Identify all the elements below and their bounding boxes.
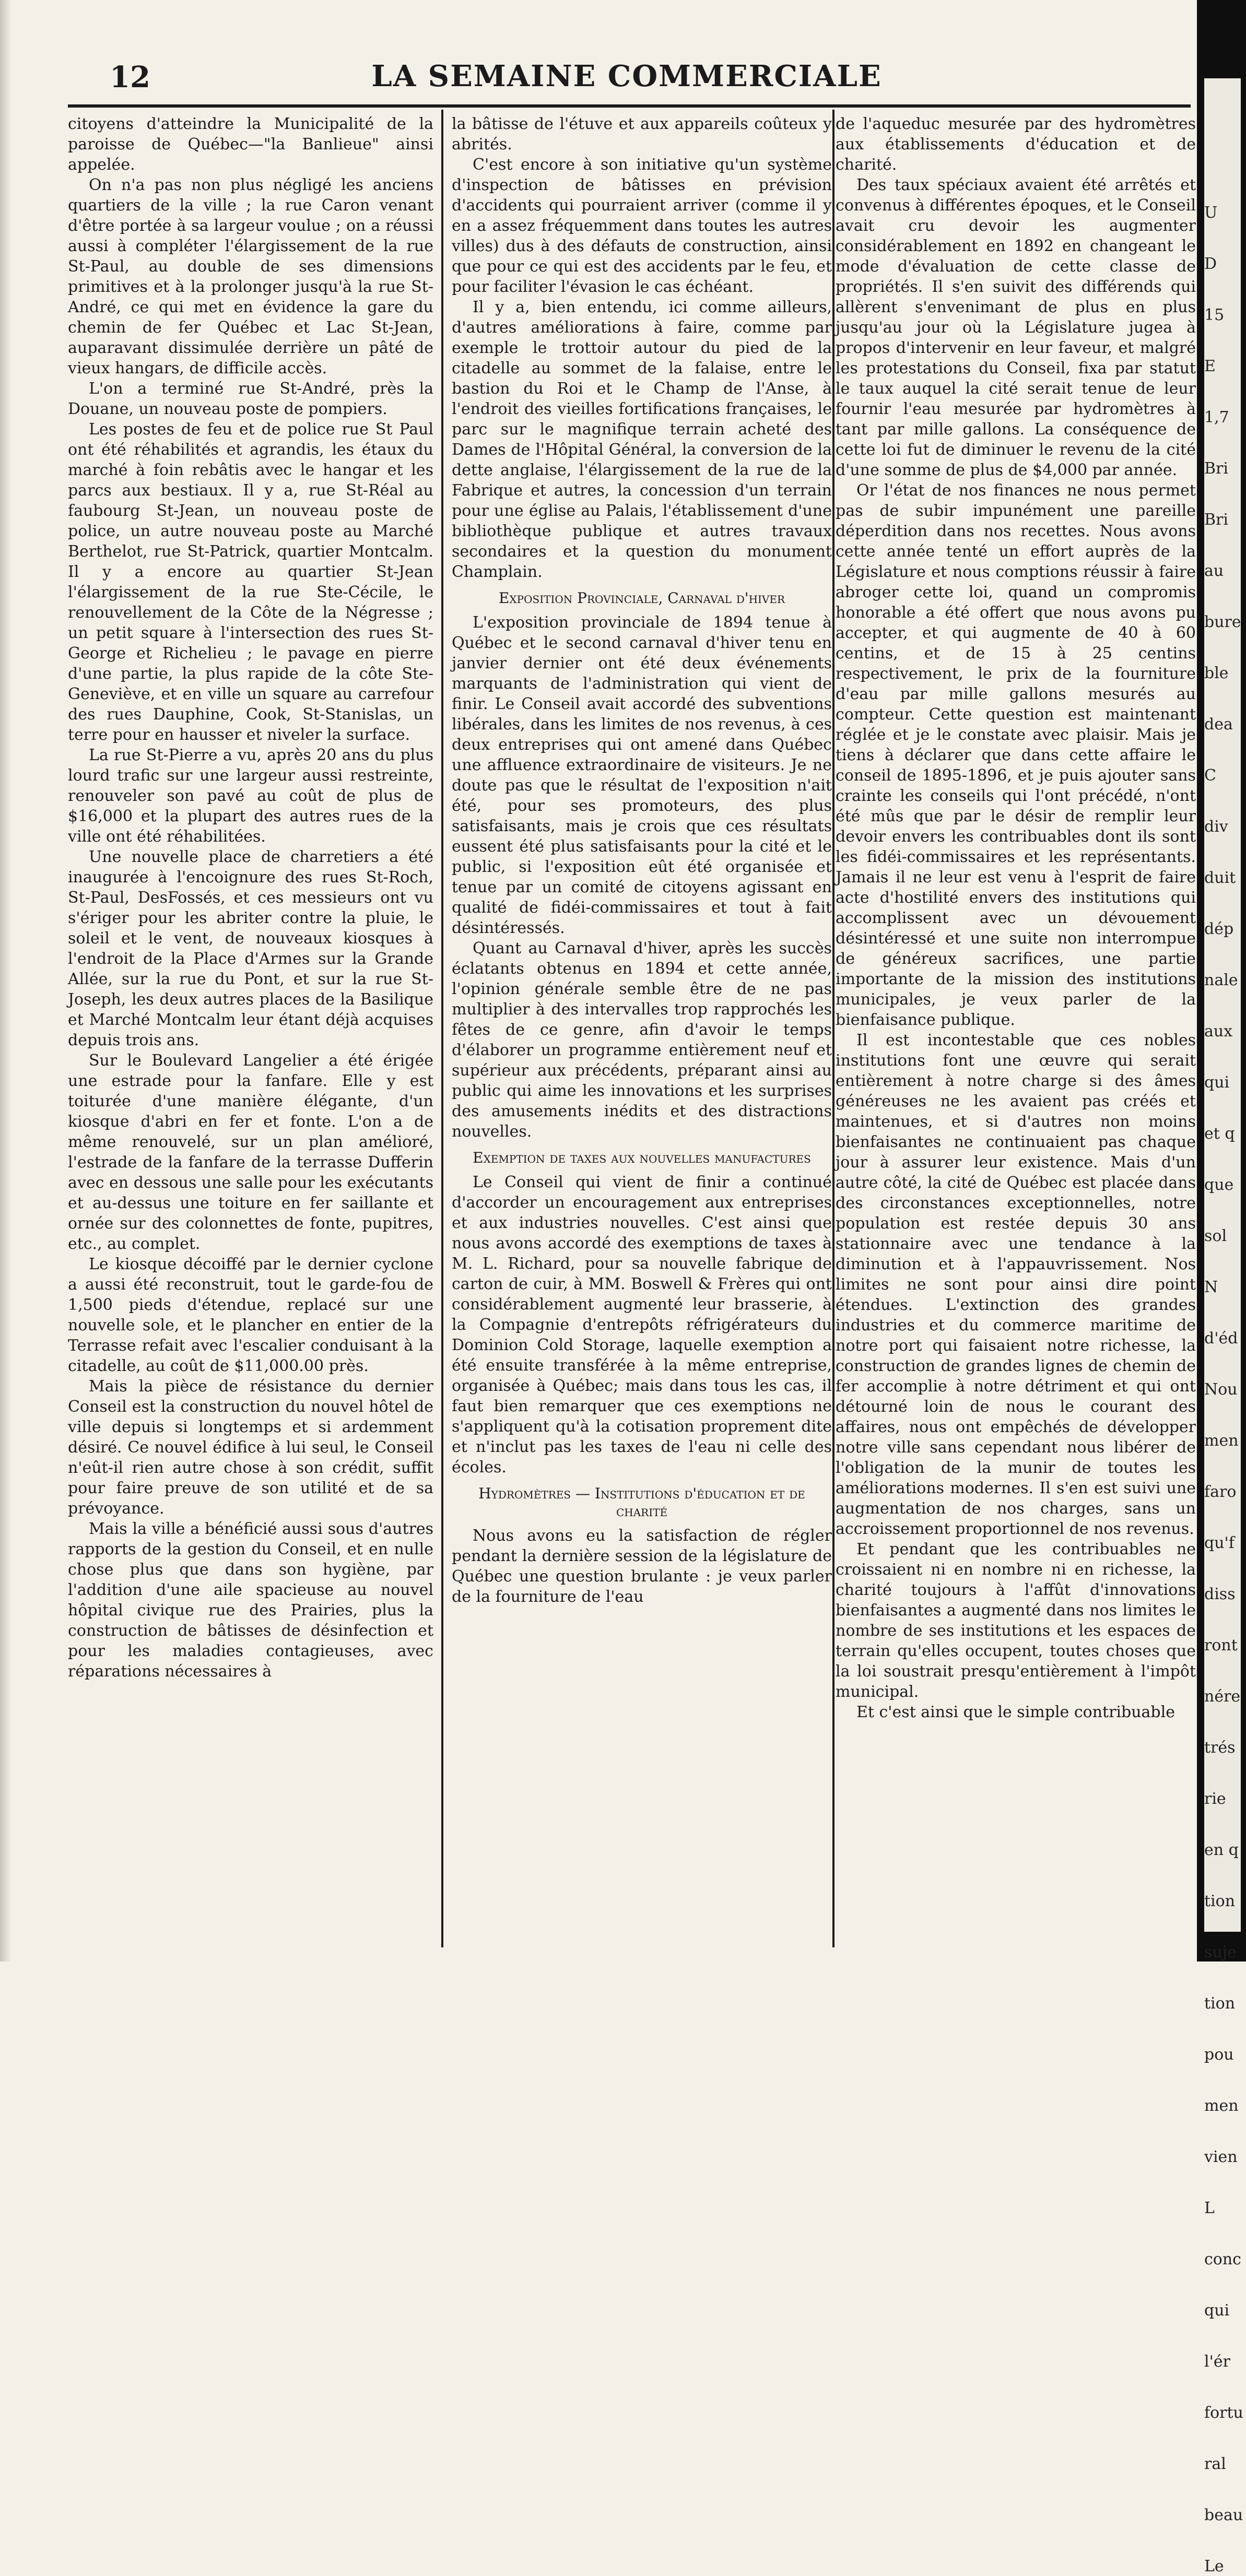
article-paragraph: L'on a terminé rue St-André, près la Douane, un nouveau poste de pompiers. xyxy=(68,380,433,418)
adjacent-page-fragment: l'ér xyxy=(1204,2353,1230,2371)
article-paragraph: Quant au Carnaval d'hiver, après les succès éclatants obtenus en 1894 et cette année, l'opinion générale semble être de ne pas multiplier à des intervalles trop rapprochés les fêtes de ce genre, afin d'avoir le temps d'élaborer un programme entièrement neuf et supérieur aux précédents, préparant ainsi au public qui aime les innovations et les surprises des amusements inédits et des distractions nouvelles. xyxy=(452,939,832,1141)
article-paragraph: Mais la pièce de résistance du dernier Conseil est la construction du nouvel hôtel de ville depuis si longtemps et si ardemment désiré. Ce nouvel édifice à lui seul, le Conseil n'eût-il rien autre chose à son crédit, suffit pour faire preuve de son utilité et de sa prévoyance. xyxy=(68,1377,433,1518)
adjacent-page-fragment: C xyxy=(1204,766,1216,785)
adjacent-page-fragment: D xyxy=(1204,255,1217,273)
article-paragraph: Il y a, bien entendu, ici comme ailleurs, d'autres améliorations à faire, comme par exemple le trottoir autour du pied de la citadelle au sommet de la falaise, entre le bastion du Roi et le Champ de l'Anse, à l'endroit des vieilles fortifications françaises, le parc sur le magnifique terrain acheté des Dames de l'Hôpital Général, la conversion de la dette anglaise, l'élargissement de la rue de la Fabrique et autres, la concession d'un terrain pour une église au Palais, l'établissement d'une bibliothèque publique et autres travaux secondaires et la question du monument Champlain. xyxy=(452,298,832,581)
adjacent-page-fragment: dép xyxy=(1204,920,1234,938)
article-paragraph: Et c'est ainsi que le simple contribuable xyxy=(856,1703,1175,1721)
adjacent-page-fragment: et q xyxy=(1204,1125,1235,1143)
adjacent-page-fragment: conc xyxy=(1204,2250,1241,2268)
adjacent-page-fragment: div xyxy=(1204,818,1228,836)
adjacent-page-fragment: U xyxy=(1204,204,1218,222)
adjacent-page-fragment: E xyxy=(1204,357,1216,375)
adjacent-page-fragment: qu'f xyxy=(1204,1534,1235,1552)
section-heading: Exposition Provinciale, Carnaval d'hiver xyxy=(498,589,785,607)
adjacent-page-fragment: bure xyxy=(1204,613,1241,631)
header-rule xyxy=(68,104,1191,108)
adjacent-page-fragment: d'éd xyxy=(1204,1329,1238,1348)
adjacent-page-fragment: vien xyxy=(1204,2148,1238,2166)
adjacent-page-fragment: ront xyxy=(1204,1636,1238,1655)
article-paragraph: de l'aqueduc mesurée par des hydromètres aux établissements d'éducation et de charité. xyxy=(836,115,1196,174)
adjacent-page-fragment: tion xyxy=(1204,1994,1236,2013)
article-paragraph: Et pendant que les contribuables ne croissaient ni en nombre ni en richesse, la charité toujours à l'affût d'innovations bienfaisantes a augmenté dans nos limites le nombre de ses institutions et les espaces de terrain qu'elles occupent, toutes choses que la loi soustrait presqu'entièrement à l'impôt municipal. xyxy=(836,1540,1196,1701)
adjacent-page-edge xyxy=(1197,0,1246,2575)
adjacent-page-fragment: en q xyxy=(1204,1841,1239,1859)
adjacent-page-fragment: qui xyxy=(1204,1073,1230,1092)
article-paragraph: Une nouvelle place de charretiers a été inaugurée à l'encoignure des rues St-Roch, St-Paul, DesFossés, et ces messieurs ont vu s'ériger pour les abriter contre la pluie, le soleil et le vent, de nouveaux kiosques à l'endroit de la Place d'Armes sur la Grande Allée, sur la rue du Pont, et sur la rue St-Joseph, les deux autres places de la Basilique et Marché Montcalm leur étant déjà acquises depuis trois ans. xyxy=(68,848,433,1049)
adjacent-page-fragment: qui xyxy=(1204,2301,1230,2320)
article-paragraph: L'exposition provinciale de 1894 tenue à Québec et le second carnaval d'hiver tenu en janvier dernier ont été deux événements marquants de l'administration qui vient de finir. Le Conseil avait accordé des subventions libérales, dans les limites de nos revenus, à ces deux entreprises qui ont amené dans Québec une affluence extraordinaire de visiteurs. Je ne doute pas que le résultat de l'exposition n'ait été, pour ses promoteurs, des plus satisfaisants, mais je crois que ces résultats eussent été plus satisfaisants pour la cité et le public, si l'exposition eût été organisée et tenue par un comité de citoyens agissant en qualité de fidéi-commissaires et tout à fait désintéressés. xyxy=(452,613,832,937)
adjacent-page-fragment: Le xyxy=(1204,2557,1224,2575)
adjacent-page-fragment: rie xyxy=(1204,1790,1226,1808)
adjacent-page-fragment: dea xyxy=(1204,715,1233,734)
article-paragraph: Sur le Boulevard Langelier a été érigée une estrade pour la fanfare. Elle y est toiturée d'une manière élégante, d'un kiosque d'abri en fer et fonte. L'on a de même renouvelé, sur un plan amélioré, l'estrade de la fanfare de la terrasse Dufferin avec en dessous une salle pour les exécutants et au-dessus une toiture en fer saillante et ornée sur des colonnettes de fonte, pupitres, etc., au complet. xyxy=(68,1051,433,1253)
article-paragraph: Il est incontestable que ces nobles institutions font une œuvre qui serait entièrement à notre charge si des âmes généreuses ne les avaient pas créés et maintenues, et si d'autres non moins bienfaisantes ne continuaient pas chaque jour à assurer leur existence. Mais d'un autre côté, la cité de Québec est placée dans des circonstances exceptionnelles, notre population est restée depuis 30 ans stationnaire avec une tendance à la diminution et à l'appauvrissement. Nos limites ne sont pour ainsi dire point étendues. L'extinction des grandes industries et du commerce maritime de notre port qui faisaient notre richesse, la construction de grandes lignes de chemin de fer accomplie à notre détriment et qui ont détourné loin de nous le courant des affaires, nous ont empêchés de développer notre ville sans cependant nous libérer de l'obligation de la munir de toutes les améliorations modernes. Il s'en est suivi une augmentation de nos charges, sans un accroissement proportionnel de nos revenus. xyxy=(836,1031,1196,1538)
adjacent-page-fragment: ble xyxy=(1204,664,1229,682)
adjacent-page-fragment: N xyxy=(1204,1278,1218,1296)
page-gutter-shadow xyxy=(0,0,11,1961)
adjacent-page-fragment: aux xyxy=(1204,1022,1233,1041)
article-paragraph: Le Conseil qui vient de finir a continué d'accorder un encouragement aux entreprises et aux industries nouvelles. C'est ainsi que nous avons accordé des exemptions de taxes à M. L. Richard, pour sa nouvelle fabrique de carton de cuir, à MM. Boswell & Frères qui ont considérablement augmenté leur brasserie, à la Compagnie d'entrepôts réfrigérateurs du Dominion Cold Storage, laquelle exemption a été ensuite transférée à la même entreprise, organisée à Québec; mais dans tous les cas, il faut bien remarquer que ces exemptions ne s'appliquent qu'à la cotisation proprement dite et n'inclut pas les taxes de l'eau ni celle des écoles. xyxy=(452,1173,832,1476)
section-heading: Exemption de taxes aux nouvelles manufactures xyxy=(473,1149,811,1166)
column-divider xyxy=(832,110,834,1947)
adjacent-page-fragment: trés xyxy=(1204,1739,1236,1757)
article-paragraph: citoyens d'atteindre la Municipalité de la paroisse de Québec—"la Banlieue" ainsi appelée. xyxy=(68,115,433,174)
adjacent-page-panel xyxy=(1204,78,1243,2575)
article-paragraph: Les postes de feu et de police rue St Paul ont été réhabilités et agrandis, les étaux du marché à foin rebâtis avec le hangar et les parcs aux bestiaux. Il y a, rue St-Réal au faubourg St-Jean, un nouveau poste de police, un autre nouveau poste au Marché Berthelot, rue St-Patrick, quartier Montcalm. Il y a encore au quartier St-Jean l'élargissement de la rue Ste-Cécile, le renouvellement de la Côte de la Négresse ; un petit square à l'intersection des rues St-George et Richelieu ; le pavage en pierre d'une partie, la plus rapide de la côte Ste-Geneviève, et en ville un square au carrefour des rues Dauphine, Cook, St-Stanislas, un terre pour en hausser et niveler la surface. xyxy=(68,420,433,744)
article-paragraph: Des taux spéciaux avaient été arrêtés et convenus à différentes époques, et le Conseil avait cru devoir les augmenter considérablement en 1892 en changeant le mode d'évaluation de cette classe de propriétés. Il s'en suivit des différends qui allèrent s'envenimant de plus en plus jusqu'au jour où la Législature jugea à propos d'intervenir en leur faveur, et malgré les protestations du Conseil, fixa par statut le taux auquel la cité serait tenue de leur fournir l'eau mesurée par hydromètres à tant par mille gallons. La conséquence de cette loi fut de diminuer le revenu de la cité d'une somme de plus de $4,000 par année. xyxy=(836,176,1196,479)
adjacent-page-fragment: suje xyxy=(1204,1943,1237,1961)
adjacent-page-fragment: men xyxy=(1204,1432,1239,1450)
article-paragraph: Le kiosque décoiffé par le dernier cyclone a aussi été reconstruit, tout le garde-fou de 1,500 pieds d'étendue, replacé sur une nouvelle sole, et le plancher en entier de la Terrasse refait avec l'escalier conduisant à la citadelle, au coût de $11,000.00 près. xyxy=(68,1255,433,1375)
article-paragraph: La rue St-Pierre a vu, après 20 ans du plus lourd trafic sur une largeur aussi restreinte, renouveler son pavé au coût de plus de $16,000 et la plupart des autres rues de la ville ont été réhabilitées. xyxy=(68,746,433,846)
adjacent-page-fragment: tion xyxy=(1204,1892,1236,1910)
page-header xyxy=(68,55,1185,94)
article-paragraph: C'est encore à son initiative qu'un système d'inspection de bâtisses en prévision d'accidents qui pourraient arriver (comme il y en a assez fréquemment dans toutes les autres villes) dus à des défauts de construction, ainsi que pour ce qui est des accidents par le feu, et pour faciliter l'évasion le cas échéant. xyxy=(452,156,832,296)
adjacent-page-fragment: beau xyxy=(1204,2506,1243,2524)
page-number: 12 xyxy=(110,60,150,94)
adjacent-page-fragment: pou xyxy=(1204,2046,1234,2064)
adjacent-page-fragment: Nou xyxy=(1204,1380,1238,1399)
column-divider xyxy=(441,110,443,1947)
article-paragraph: Nous avons eu la satisfaction de régler pendant la dernière session de la législature de Québec une question brulante : je veux parler de la fourniture de l'eau xyxy=(452,1527,832,1606)
adjacent-page-fragment: faro xyxy=(1204,1483,1237,1501)
adjacent-page-fragment: 1,7 xyxy=(1204,408,1229,427)
column-1 xyxy=(68,114,433,1941)
adjacent-page-fragment: Bri xyxy=(1204,511,1228,529)
adjacent-page-fragment: sol xyxy=(1204,1227,1227,1245)
masthead-title: LA SEMAINE COMMERCIALE xyxy=(371,59,882,93)
adjacent-page-fragment: nale xyxy=(1204,971,1238,989)
section-heading: Hydromètres — Institutions d'éducation et de charité xyxy=(478,1485,805,1520)
adjacent-page-fragment: 15 xyxy=(1204,306,1225,324)
article-paragraph: Mais la ville a bénéficié aussi sous d'autres rapports de la gestion du Conseil, et en nulle chose plus que dans son hygiène, par l'addition d'une aile spacieuse au nouvel hôpital civique rue des Prairies, plus la construction de bâtisses de désinfection et pour les maladies contagieuses, avec réparations nécessaires à xyxy=(68,1520,433,1681)
adjacent-page-fragment: ral xyxy=(1204,2455,1226,2473)
adjacent-page-fragment: diss xyxy=(1204,1585,1236,1603)
adjacent-page-fragment: au xyxy=(1204,562,1224,580)
adjacent-page-fragment: nére xyxy=(1204,1687,1241,1706)
adjacent-page-fragment: Bri xyxy=(1204,459,1228,478)
adjacent-page-fragment: men xyxy=(1204,2097,1239,2115)
adjacent-page-fragment: L xyxy=(1204,2199,1215,2217)
column-2 xyxy=(452,114,832,1941)
adjacent-page-fragment: que xyxy=(1204,1176,1234,1194)
article-paragraph: On n'a pas non plus négligé les anciens quartiers de la ville ; la rue Caron venant d'être portée à sa largeur voulue ; on a réussi aussi à compléter l'élargissement de la rue St-Paul, au double de ses dimensions primitives et à la prolonger jusqu'à la rue St-André, ce qui met en évidence la gare du chemin de fer Québec et Lac St-Jean, auparavant dissimulée derrière un pâté de vieux hangars, de difficile accès. xyxy=(68,176,433,377)
adjacent-page-fragment: duit xyxy=(1204,869,1236,887)
article-paragraph: la bâtisse de l'étuve et aux appareils coûteux y abrités. xyxy=(452,115,832,153)
article-paragraph: Or l'état de nos finances ne nous permet pas de subir impunément une pareille déperdition dans nos recettes. Nous avons cette année tenté un effort auprès de la Législature et nous comptions réussir à faire abroger cette loi, quand un compromis honorable a été offert que nous avons pu accepter, et qui augmente de 40 à 60 centins, et de 15 à 25 centins respectivement, le prix de la fourniture d'eau par mille gallons mesurés au compteur. Cette question est maintenant réglée et je le constate avec plaisir. Mais je tiens à déclarer que dans cette affaire le conseil de 1895-1896, et je puis ajouter sans crainte les conseils qui l'ont précédé, n'ont été mûs que par le désir de remplir leur devoir envers les contribuables dont ils sont les fidéi-commissaires et les représentants. Jamais il ne leur est venu à l'esprit de faire acte d'hostilité envers des institutions qui accomplissent avec un dévouement désintéressé et une suite non interrompue de généreux sacrifices, une partie importante de la mission des institutions municipales, je veux parler de la bienfaisance publique. xyxy=(836,481,1196,1029)
adjacent-page-fragment: fortu xyxy=(1204,2404,1243,2422)
column-3 xyxy=(836,114,1196,1941)
